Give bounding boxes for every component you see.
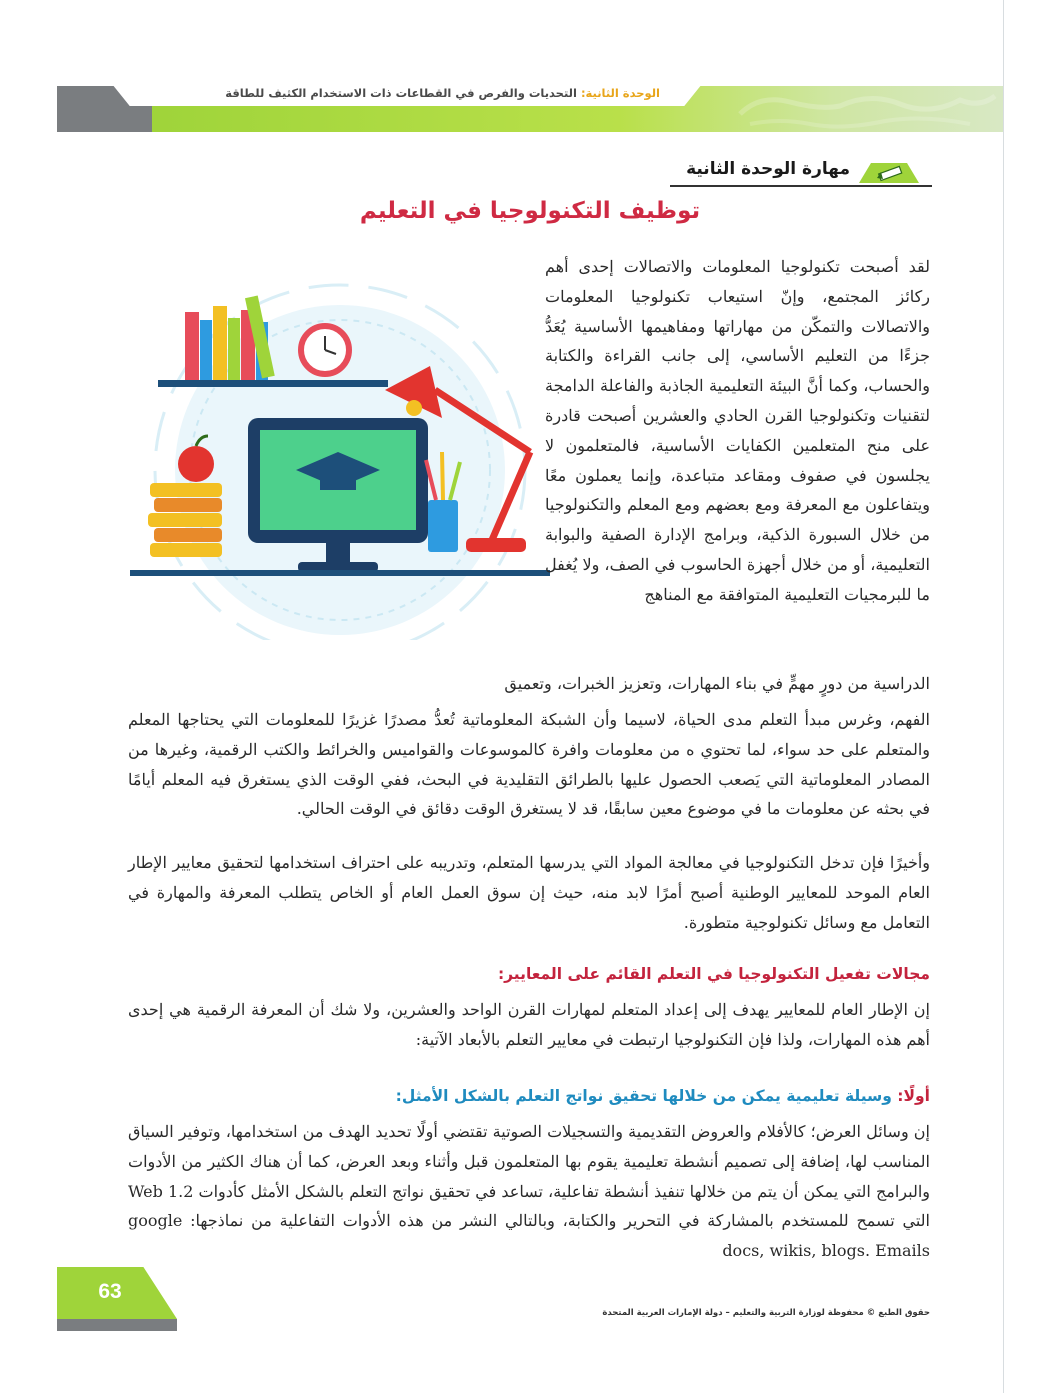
section-number: أولًا: xyxy=(897,1087,930,1105)
paragraph-standards: إن الإطار العام للمعايير يهدف إلى إعداد المتعلم لمهارات القرن الواحد والعشرين، ولا شك أن المعرفة الرقمية هي إحدى أهم هذه المهارات، ولذا فإن التكنولوجيا ارتبطت في معايير التعلم بالأبعاد الآتية: xyxy=(128,1000,930,1049)
footer-grey-strip xyxy=(57,1319,177,1331)
classroom-illustration xyxy=(130,240,550,640)
skill-underline xyxy=(670,185,932,187)
paragraph-conclusion: وأخيرًا فإن تدخل التكنولوجيا في معالجة المواد التي يدرسها المتعلم، وتدريبه على احتراف استخدامها لتحقيق معايير الإطار العام الموحد للمعايير الوطنية أصبح أمرًا لابد منه، حيث إن سوق العمل العام أو الخاص يتطلب المعرفة والمهارة في التعامل مع وسائل تكنولوجية متطورة. xyxy=(128,853,931,932)
unit-header xyxy=(120,86,660,104)
section-heading-standards: مجالات تفعيل التكنولوجيا في التعلم القائم على المعايير: xyxy=(497,965,930,983)
page-number: 63 xyxy=(98,1280,122,1303)
unit-title: التحديات والفرص في القطاعات ذات الاستخدام الكثيف للطاقة xyxy=(225,86,581,100)
paragraph-intro-continued: الدراسية من دورٍ مهمٍّ في بناء المهارات، وتعزيز الخبرات، وتعميق xyxy=(504,674,930,693)
section-heading-first xyxy=(128,1087,930,1105)
skill-label: مهارة الوحدة الثانية xyxy=(686,159,850,179)
paragraph-intro: لقد أصبحت تكنولوجيا المعلومات والاتصالات إحدى أهم ركائز المجتمع، وإنّ استيعاب تكنولوجيا المعلومات والاتصالات والتمكّن من مهاراتها ومفاهيمها الأساسية يُعَدُّ جزءًا من التعليم الأساسي، إلى جانب القراءة والكتابة والحساب، وكما أنَّ البيئة التعليمية الجاذبة والفاعلة الدامجة لتقنيات وتكنولوجيا القرن الحادي والعشرين أصبحت قادرة على منح المتعلمين الكفايات الأساسية، فالمتعلمون لا يجلسون في صفوف ومقاعد متباعدة، وإنما يعملون معًا ويتفاعلون مع المعرفة ومع بعضهم ومع المعلم والتكنولوجيا من خلال السبورة الذكية، وبرامج الإدارة الصفية والبوابة التعليمية، أو من خلال أجهزة الحاسوب في الصف، ولا يُغفل ما للبرمجيات التعليمية المتوافقة مع المناهج xyxy=(545,257,930,604)
unit-skill-tag xyxy=(670,157,935,187)
paragraph-presentation-media: إن وسائل العرض؛ كالأفلام والعروض التقديمية والتسجيلات الصوتية تقتضي أولًا تحديد الهدف من استخدامها، وتوفير السياق المناسب لها، إضافة إلى تصميم أنشطة تعليمية يقوم بها المتعلمون قبل وأثناء وبعد العرض، كما أن هناك الكثير من الأدوات والبرامج التي يمكن أن يتم من خلالها تنفيذ أنشطة تفاعلية، تساعد في تحقيق نواتج التعلم بالشكل الأمثل كأدوات Web 1.2 التي تسمح للمستخدم بالمشاركة في التحرير والكتابة، وبالتالي النشر من هذه الأدوات التفاعلية من نماذجها: google docs, wikis, blogs. Emails xyxy=(128,1122,930,1261)
paragraph-intro-wide: الفهم، وغرس مبدأ التعلم مدى الحياة، لاسيما وأن الشبكة المعلوماتية تُعدُّ مصدرًا غزيرًا للمعلومات التي يحتاجها المعلم والمتعلم على حد سواء، لما تحتوي ه من معلومات وافرة كالموسوعات والقواميس والخرائط والكتب الرقمية، وغيرها من المصادر المعلوماتية التي يَصعب الحصول عليها بالطرائق التقليدية في البحث، ففي الوقت الذي يستغرق فيه المعلم أيامًا في بحثه عن معلومات ما في موضوع معين سابقًا، قد لا يستغرق الوقت دقائق في الوقت الحالي. xyxy=(128,710,930,819)
copyright-notice: حقوق الطبع © محفوظة لوزارة التربية والتعليم – دولة الإمارات العربية المتحدة xyxy=(602,1308,930,1318)
pencil-icon xyxy=(859,161,919,185)
unit-label: الوحدة الثانية: xyxy=(580,86,660,100)
page-title: توظيف التكنولوجيا في التعليم xyxy=(359,198,701,224)
section-title: وسيلة تعليمية يمكن من خلالها تحقيق نواتج التعلم بالشكل الأمثل: xyxy=(395,1087,898,1105)
world-map-watermark xyxy=(720,84,1000,130)
